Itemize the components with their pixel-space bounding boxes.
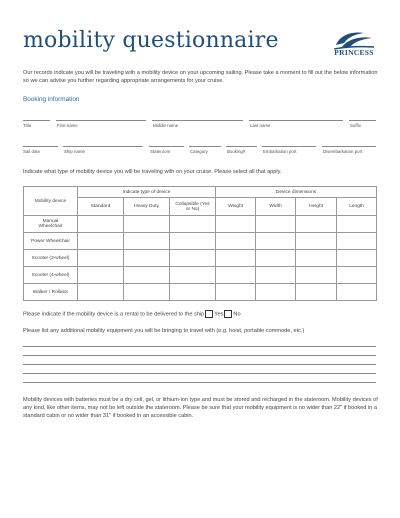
additional-equipment-line-4[interactable] [23,373,376,374]
row-label: Walker / Rollator [24,284,78,301]
table-cell[interactable] [256,267,296,284]
table-cell[interactable] [296,250,337,267]
additional-equipment-line-5[interactable] [23,382,376,383]
col-collapsible: Collapsible (Yes or No) [170,198,216,216]
table-row [24,233,377,250]
table-row [24,267,377,284]
booking-number-label: Booking# [227,149,246,154]
disembarkation-port-field[interactable] [322,146,376,147]
rental-question-text: Please indicate if the mobility device is a rental to be delivered to the ship [23,311,205,318]
row-label: Scooter (3-wheel) [24,250,78,267]
table-cell[interactable] [170,216,216,233]
table-cell[interactable] [216,284,256,301]
row-label: Power Wheelchair [24,233,78,250]
table-cell[interactable] [170,250,216,267]
table-cell[interactable] [216,250,256,267]
table-cell[interactable] [78,284,124,301]
first-name-field[interactable] [56,120,146,121]
table-row [24,250,377,267]
sail-date-field[interactable] [23,146,58,147]
stateroom-field[interactable] [149,146,184,147]
suffix-field[interactable] [349,120,376,121]
additional-equipment-question: Please list any additional mobility equipment you will be bringing to travel with (e.g. hoist, portable commode, etc.) [23,328,305,334]
page-title: mobility questionnaire [23,28,279,53]
rental-yes-label: Yes [214,311,224,318]
table-cell[interactable] [296,233,337,250]
first-name-label: First name [57,123,78,128]
col-heavy-duty: Heavy Duty [124,198,170,216]
booking-section-title: Booking information [23,96,80,103]
col-mobility-device: Mobility device [24,187,78,216]
ship-name-label: Ship name [64,149,85,154]
table-row [24,284,377,301]
col-height: Height [296,198,337,216]
mobility-device-table [23,186,377,301]
battery-policy-note: Mobility devices with batteries must be a dry cell, gel, or lithium-ion type and must be stored and recharged in the stateroom. Mobility devices of any kind, like other items, may not be left outside the stateroom. Please be sure that your mobility equipment is no wider than 22" if booked in a standard cabin or no wider than 31" if booked in an accessible cabin. [23,397,378,419]
additional-equipment-line-3[interactable] [23,364,376,365]
table-cell[interactable] [124,250,170,267]
rental-yes-checkbox[interactable] [205,310,213,318]
col-length: Length [337,198,377,216]
col-standard: Standard [78,198,124,216]
title-field[interactable] [23,120,50,121]
table-cell[interactable] [216,216,256,233]
table-cell[interactable] [296,216,337,233]
table-cell[interactable] [216,267,256,284]
embarkation-port-label: Embarkation port [263,149,297,154]
table-cell[interactable] [256,284,296,301]
category-label: Category [190,149,208,154]
table-cell[interactable] [124,267,170,284]
table-cell[interactable] [296,267,337,284]
table-row [24,216,377,233]
table-cell[interactable] [170,267,216,284]
table-cell[interactable] [256,250,296,267]
table-cell[interactable] [296,284,337,301]
table-cell[interactable] [124,216,170,233]
table-cell[interactable] [78,233,124,250]
rental-question [23,310,241,318]
ship-name-field[interactable] [63,146,143,147]
table-cell[interactable] [337,216,377,233]
disembarkation-port-label: Disembarkation port [323,149,363,154]
table-cell[interactable] [216,233,256,250]
table-cell[interactable] [337,250,377,267]
table-cell[interactable] [78,267,124,284]
table-cell[interactable] [78,216,124,233]
category-field[interactable] [189,146,221,147]
table-cell[interactable] [170,233,216,250]
col-weight: Weight [216,198,256,216]
table-cell[interactable] [124,233,170,250]
embarkation-port-field[interactable] [262,146,316,147]
stateroom-label: Stateroom [150,149,171,154]
rental-no-label: No [233,311,241,318]
table-cell[interactable] [256,233,296,250]
rental-no-checkbox[interactable] [224,310,232,318]
table-cell[interactable] [170,284,216,301]
booking-number-field[interactable] [226,146,257,147]
row-label: Manual Wheelchair [24,216,78,233]
last-name-field[interactable] [249,120,343,121]
middle-name-field[interactable] [152,120,243,121]
table-cell[interactable] [124,284,170,301]
sail-date-label: Sail date [23,149,41,154]
col-width: Width [256,198,296,216]
last-name-label: Last name [250,123,271,128]
intro-text: Our records indicate you will be traveling with a mobility device on your upcoming sailing. Please take a moment to fill out the below information so we can advise you further regarding appropriate arrangements for your cruise. [23,70,378,84]
additional-equipment-line-2[interactable] [23,355,376,356]
middle-name-label: Middle name [153,123,179,128]
suffix-label: Suffix [350,123,361,128]
table-cell[interactable] [337,267,377,284]
title-label: Title [23,123,32,128]
table-cell[interactable] [337,284,377,301]
group-device-type: Indicate type of device [78,187,216,198]
logo-wordmark: PRINCESS [334,48,374,57]
table-cell[interactable] [337,233,377,250]
row-label: Scooter (4-wheel) [24,267,78,284]
table-cell[interactable] [78,250,124,267]
table-cell[interactable] [256,216,296,233]
device-type-question: Indicate what type of mobility device you will be traveling with on your cruise. Please select all that apply. [23,169,282,175]
additional-equipment-line-1[interactable] [23,346,376,347]
group-device-dimensions: Device dimensions [216,187,377,198]
